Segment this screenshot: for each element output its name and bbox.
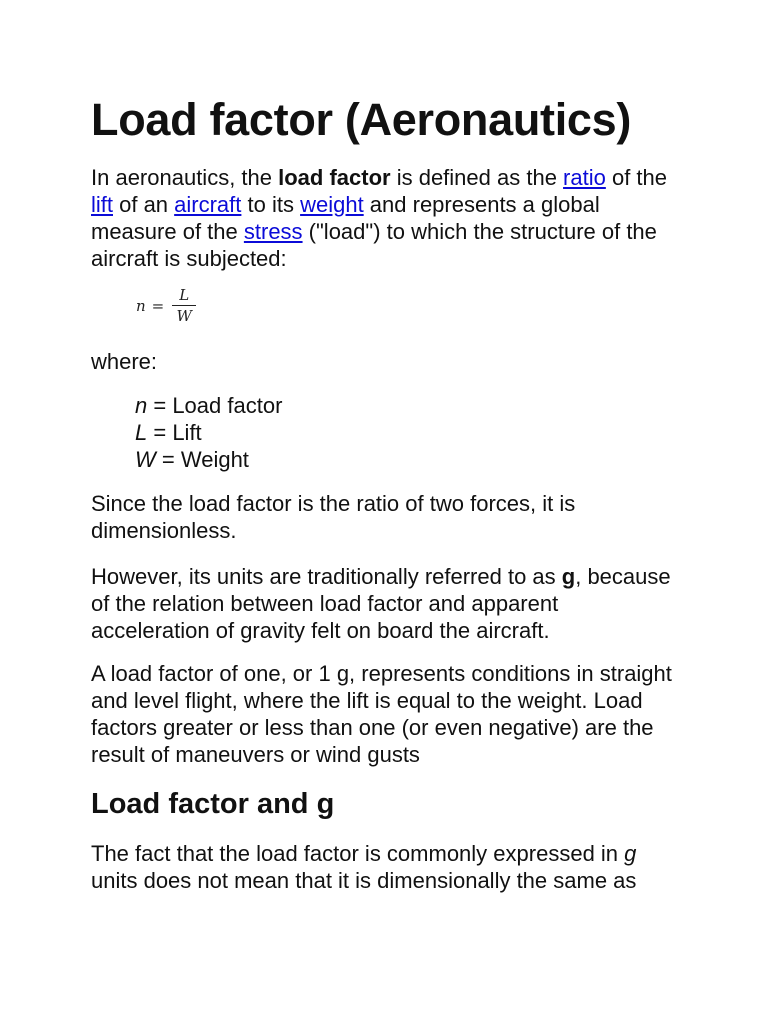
definition-text: = Load factor	[147, 393, 283, 418]
formula-fraction	[172, 285, 196, 326]
section-heading: Load factor and g	[91, 788, 335, 820]
formula-equals: =	[151, 296, 165, 315]
intro-text-5: to its	[241, 192, 301, 217]
load-factor-term: load factor	[278, 165, 391, 190]
definition-item	[135, 446, 282, 473]
definition-item	[135, 419, 282, 446]
intro-text-6: and represents a global measure of the	[91, 192, 600, 244]
formula-lhs: n	[136, 296, 146, 315]
link-ratio[interactable]: ratio	[563, 165, 606, 190]
definition-item	[135, 392, 282, 419]
intro-text-1: In aeronautics, the	[91, 165, 279, 190]
page-title: Load factor (Aeronautics)	[91, 94, 632, 145]
definition-symbol: L	[135, 420, 148, 445]
intro-paragraph	[91, 164, 681, 272]
intro-text-2: is defined as the	[390, 165, 564, 190]
link-aircraft[interactable]: aircraft	[174, 192, 242, 217]
dimensionless-paragraph: Since the load factor is the ratio of two forces, it is dimensionless.	[91, 491, 576, 543]
intro-text-4: of an	[113, 192, 175, 217]
definition-symbol: W	[135, 447, 156, 472]
units-text-1: However, its units are traditionally referred to as	[91, 564, 562, 589]
formula-numerator: L	[179, 286, 190, 304]
link-weight[interactable]: weight	[300, 192, 364, 217]
intro-text-3: of the	[605, 165, 667, 190]
intro-text-7: ("load") to which the structure of the aircraft is subjected:	[91, 219, 657, 271]
link-stress[interactable]: stress	[243, 219, 303, 244]
units-g-bold: g	[561, 564, 576, 589]
g-units-italic-g: g	[624, 841, 637, 866]
definition-text: = Lift	[147, 420, 202, 445]
one-g-paragraph: A load factor of one, or 1 g, represents conditions in straight and level flight, where the lift is equal to the weight. Load factors greater or less than one (or even negative) are the result of maneuvers or wind gusts	[91, 661, 672, 767]
g-units-text-1: The fact that the load factor is commonly expressed in	[91, 841, 625, 866]
where-label: where:	[91, 349, 158, 374]
formula-denominator: W	[176, 307, 192, 325]
units-text-2: , because of the relation between load factor and apparent acceleration of gravity felt on board the aircraft.	[91, 564, 671, 643]
definition-symbol: n	[135, 393, 148, 418]
link-lift[interactable]: lift	[91, 192, 113, 217]
load-factor-formula	[136, 285, 196, 326]
definition-text: = Weight	[155, 447, 249, 472]
units-paragraph	[91, 563, 681, 644]
definition-list	[135, 392, 282, 473]
g-units-text-2: units does not mean that it is dimensionally the same as	[91, 868, 637, 893]
g-units-paragraph	[91, 840, 681, 894]
